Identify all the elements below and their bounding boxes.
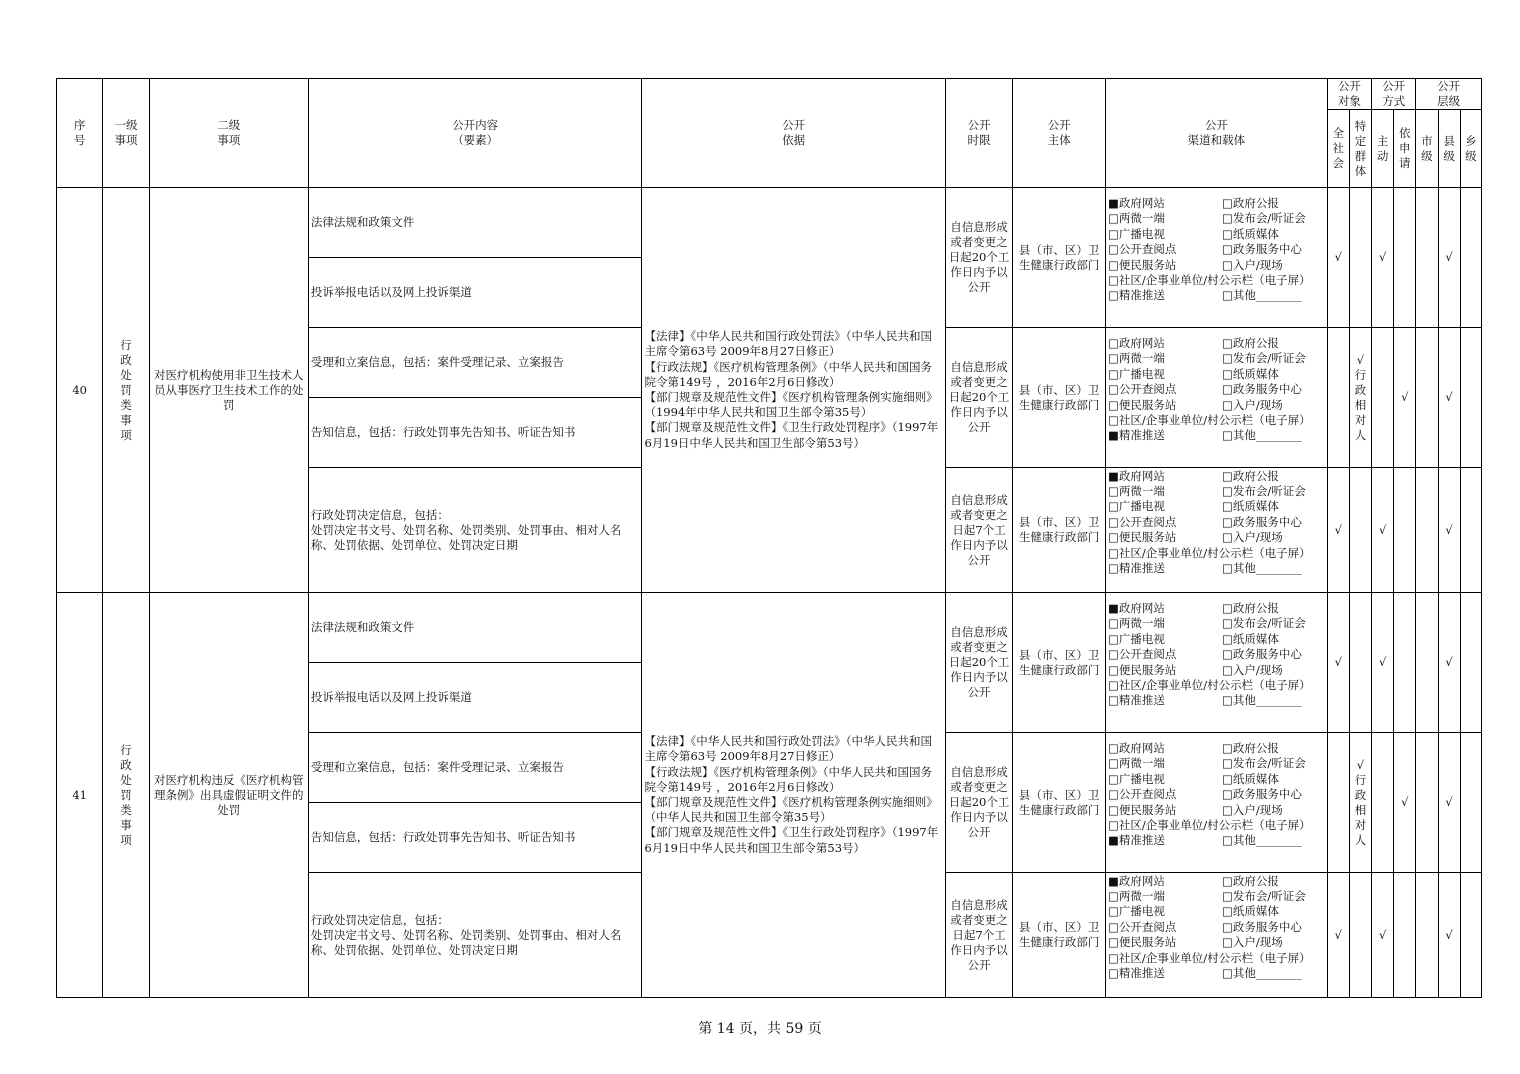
check-all <box>1327 593 1349 733</box>
channel-line <box>1108 561 1325 576</box>
disclosure-subject: 县（市、区）卫生健康行政部门 <box>1013 328 1106 468</box>
channel-line <box>1108 546 1325 561</box>
header-level-county: 县级 <box>1438 110 1460 188</box>
header-level2: 二级 事项 <box>149 79 308 188</box>
channel-option: □便民服务站 <box>1108 802 1177 817</box>
basis-item: 【行政法规】《医疗机构管理条例》（中华人民共和国国务院令第149号 ，2016年2月6日修改） <box>644 764 932 794</box>
channel-option: □社区/企事业单位/村公示栏（电子屏） <box>1108 818 1311 833</box>
check-town <box>1460 468 1481 593</box>
disclosure-channels <box>1106 328 1328 468</box>
check-all <box>1327 873 1349 998</box>
check-county <box>1438 328 1460 468</box>
check-city <box>1416 873 1438 998</box>
check-county <box>1438 188 1460 328</box>
check-mark: √ <box>1401 795 1409 809</box>
channel-option: □政府公报 <box>1222 601 1279 615</box>
check-mark: √行政相对人 <box>1354 757 1367 847</box>
disclosure-channels <box>1106 593 1328 733</box>
header-target-specific: 特定群体 <box>1349 110 1371 188</box>
channel-option: □政府公报 <box>1222 741 1279 755</box>
row-seq: 41 <box>57 593 103 998</box>
channel-option: □公开查阅点 <box>1108 787 1177 802</box>
channel-list <box>1108 601 1325 724</box>
check-mark: √行政相对人 <box>1354 352 1367 442</box>
disclosure-content: 告知信息，包括：行政处罚事先告知书、听证告知书 <box>308 398 642 468</box>
check-mark: √ <box>1334 522 1342 537</box>
basis-item: 【部门规章及规范性文件】《医疗机构管理条例实施细则》（1994年中华人民共和国卫生部令第35号） <box>644 390 938 420</box>
check-specific <box>1349 328 1371 468</box>
channel-option: □政务服务中心 <box>1222 647 1302 662</box>
check-county <box>1438 468 1460 593</box>
channel-line <box>1108 499 1325 514</box>
disclosure-content <box>308 873 642 998</box>
channel-option: ■政府网站 <box>1108 468 1165 483</box>
check-apply <box>1394 733 1416 873</box>
check-city <box>1416 593 1438 733</box>
channel-option: □两微一端 <box>1108 756 1165 771</box>
content-line: 处罚决定书文号、处罚名称、处罚类别、处罚事由、相对人名称、处罚依据、处罚单位、处罚决定日期 <box>310 927 622 957</box>
channel-option: □政务服务中心 <box>1222 382 1302 397</box>
header-level-town: 乡级 <box>1460 110 1481 188</box>
channel-list <box>1108 741 1325 864</box>
channel-option: □两微一端 <box>1108 888 1165 903</box>
channel-line <box>1108 469 1325 484</box>
channel-line <box>1108 741 1325 756</box>
channel-option: □精准推送 <box>1108 288 1165 303</box>
channel-line <box>1108 336 1325 351</box>
channel-option: □公开查阅点 <box>1108 647 1177 662</box>
check-city <box>1416 733 1438 873</box>
channel-option: □纸质媒体 <box>1222 904 1279 919</box>
channel-line <box>1108 227 1325 242</box>
disclosure-content <box>308 468 642 593</box>
channel-list <box>1108 469 1325 592</box>
check-apply <box>1394 328 1416 468</box>
check-mark: √ <box>1378 927 1387 942</box>
check-apply <box>1394 593 1416 733</box>
channel-line <box>1108 966 1325 981</box>
check-active <box>1372 468 1394 593</box>
disclosure-content: 法律法规和政策文件 <box>308 188 642 258</box>
channel-line <box>1108 803 1325 818</box>
channel-option: □精准推送 <box>1108 965 1165 980</box>
content-line: 行政处罚决定信息，包括： <box>310 912 449 927</box>
channel-option: □入户/现场 <box>1222 662 1283 677</box>
channel-option: □政务服务中心 <box>1222 919 1302 934</box>
channel-option: □政府公报 <box>1222 468 1279 483</box>
channel-line <box>1108 398 1325 413</box>
check-specific <box>1349 873 1371 998</box>
channel-line <box>1108 678 1325 693</box>
channel-option: □便民服务站 <box>1108 530 1177 545</box>
check-mark: √ <box>1445 250 1453 264</box>
check-active <box>1372 593 1394 733</box>
check-city <box>1416 328 1438 468</box>
disclosure-time: 自信息形成或者变更之日起20个工作日内予以公开 <box>945 733 1013 873</box>
table-row <box>57 593 1482 663</box>
channel-option: □发布会/听证会 <box>1222 351 1306 366</box>
disclosure-content: 受理和立案信息，包括：案件受理记录、立案报告 <box>308 328 642 398</box>
check-active <box>1372 328 1394 468</box>
check-town <box>1460 873 1481 998</box>
disclosure-time: 自信息形成或者变更之日起20个工作日内予以公开 <box>945 328 1013 468</box>
check-mark: √ <box>1445 655 1453 669</box>
channel-line <box>1108 616 1325 631</box>
channel-option: □发布会/听证会 <box>1222 888 1306 903</box>
channel-line <box>1108 920 1325 935</box>
header-subject: 公开 主体 <box>1013 79 1106 188</box>
channel-option: □公开查阅点 <box>1108 919 1177 934</box>
disclosure-basis <box>642 188 945 593</box>
check-all <box>1327 328 1349 468</box>
check-apply <box>1394 188 1416 328</box>
header-content: 公开内容 （要素） <box>308 79 642 188</box>
channel-option: □社区/企事业单位/村公示栏（电子屏） <box>1108 678 1311 693</box>
disclosure-subject: 县（市、区）卫生健康行政部门 <box>1013 873 1106 998</box>
channel-line <box>1108 413 1325 428</box>
header-target: 公开 对象 <box>1327 79 1371 110</box>
channel-line <box>1108 756 1325 771</box>
disclosure-subject: 县（市、区）卫生健康行政部门 <box>1013 733 1106 873</box>
disclosure-channels <box>1106 468 1328 593</box>
channel-option: □发布会/听证会 <box>1222 616 1306 631</box>
channel-option: ■政府网站 <box>1108 873 1165 888</box>
channel-line <box>1108 530 1325 545</box>
disclosure-channels <box>1106 873 1328 998</box>
channel-option: □广播电视 <box>1108 366 1165 381</box>
check-county <box>1438 593 1460 733</box>
channel-line <box>1108 818 1325 833</box>
check-active <box>1372 873 1394 998</box>
disclosure-content: 投诉举报电话以及网上投诉渠道 <box>308 663 642 733</box>
check-city <box>1416 468 1438 593</box>
page-footer: 第 14 页，共 59 页 <box>698 1021 822 1037</box>
channel-option: □两微一端 <box>1108 351 1165 366</box>
channel-option: □发布会/听证会 <box>1222 211 1306 226</box>
channel-option: ■精准推送 <box>1108 428 1165 443</box>
check-mark: √ <box>1378 250 1387 264</box>
channel-line <box>1108 367 1325 382</box>
channel-option: □其他________ <box>1222 833 1302 848</box>
channel-line <box>1108 874 1325 889</box>
disclosure-channels <box>1106 188 1328 328</box>
channel-line <box>1108 889 1325 904</box>
disclosure-time: 自信息形成或者变更之日起20个工作日内予以公开 <box>945 593 1013 733</box>
check-town <box>1460 733 1481 873</box>
disclosure-content: 受理和立案信息，包括：案件受理记录、立案报告 <box>308 733 642 803</box>
channel-line <box>1108 273 1325 288</box>
channel-line <box>1108 258 1325 273</box>
check-mark: √ <box>1445 795 1453 809</box>
check-all <box>1327 733 1349 873</box>
header-basis: 公开 依据 <box>642 79 945 188</box>
channel-option: □公开查阅点 <box>1108 514 1177 529</box>
check-mark: √ <box>1334 927 1342 942</box>
check-specific <box>1349 593 1371 733</box>
channel-line <box>1108 772 1325 787</box>
check-specific <box>1349 188 1371 328</box>
channel-option: □两微一端 <box>1108 616 1165 631</box>
channel-option: ■精准推送 <box>1108 833 1165 848</box>
check-specific <box>1349 733 1371 873</box>
channel-line <box>1108 211 1325 226</box>
check-town <box>1460 593 1481 733</box>
check-all <box>1327 468 1349 593</box>
channel-option: □发布会/听证会 <box>1222 483 1306 498</box>
channel-option: □便民服务站 <box>1108 257 1177 272</box>
disclosure-subject: 县（市、区）卫生健康行政部门 <box>1013 468 1106 593</box>
channel-option: □政府公报 <box>1222 336 1279 350</box>
channel-option: □纸质媒体 <box>1222 499 1279 514</box>
channel-line <box>1108 601 1325 616</box>
disclosure-time: 自信息形成或者变更之日起20个工作日内予以公开 <box>945 188 1013 328</box>
header-target-all: 全社会 <box>1327 110 1349 188</box>
header-channel: 公开 渠道和载体 <box>1106 79 1328 188</box>
basis-item: 【法律】《中华人民共和国行政处罚法》（中华人民共和国主席令第63号 2009年8月27日修正） <box>644 734 932 764</box>
content-line: 行政处罚决定信息，包括： <box>310 507 449 522</box>
check-mark: √ <box>1334 250 1342 264</box>
channel-option: □公开查阅点 <box>1108 382 1177 397</box>
channel-option: □政务服务中心 <box>1222 787 1302 802</box>
disclosure-subject: 县（市、区）卫生健康行政部门 <box>1013 188 1106 328</box>
channel-option: □入户/现场 <box>1222 530 1283 545</box>
basis-item: 【部门规章及规范性文件】《卫生行政处罚程序》（1997年6月19日中华人民共和国卫生部令第53号） <box>644 420 939 450</box>
channel-option: □纸质媒体 <box>1222 366 1279 381</box>
channel-option: □广播电视 <box>1108 631 1165 646</box>
check-specific <box>1349 468 1371 593</box>
channel-list <box>1108 336 1325 459</box>
channel-option: □入户/现场 <box>1222 397 1283 412</box>
channel-option: □公开查阅点 <box>1108 242 1177 257</box>
channel-option: □发布会/听证会 <box>1222 756 1306 771</box>
check-active <box>1372 733 1394 873</box>
header-level: 公开 层级 <box>1416 79 1482 110</box>
channel-option: □纸质媒体 <box>1222 226 1279 241</box>
channel-option: □精准推送 <box>1108 693 1165 708</box>
channel-option: ■政府网站 <box>1108 601 1165 615</box>
basis-item: 【部门规章及规范性文件】《卫生行政处罚程序》（1997年6月19日中华人民共和国卫生部令第53号） <box>644 825 939 855</box>
channel-option: □广播电视 <box>1108 771 1165 786</box>
channel-option: □社区/企事业单位/村公示栏（电子屏） <box>1108 273 1311 288</box>
basis-item: 【法律】《中华人民共和国行政处罚法》（中华人民共和国主席令第63号 2009年8月27日修正） <box>644 329 932 359</box>
disclosure-time: 自信息形成或者变更之日起7个工作日内予以公开 <box>945 873 1013 998</box>
disclosure-table <box>56 78 1482 998</box>
level1-label: 行政处罚类事项 <box>120 742 132 847</box>
channel-list <box>1108 196 1325 319</box>
channel-option: □社区/企事业单位/村公示栏（电子屏） <box>1108 545 1311 560</box>
disclosure-subject: 县（市、区）卫生健康行政部门 <box>1013 593 1106 733</box>
channel-line <box>1108 935 1325 950</box>
channel-option: □其他________ <box>1222 428 1302 443</box>
channel-option: □政务服务中心 <box>1222 242 1302 257</box>
table-row <box>57 188 1482 258</box>
channel-line <box>1108 693 1325 708</box>
check-county <box>1438 733 1460 873</box>
channel-option: □广播电视 <box>1108 499 1165 514</box>
basis-item: 【行政法规】《医疗机构管理条例》（中华人民共和国国务院令第149号 ，2016年2月6日修改） <box>644 359 932 389</box>
channel-option: □便民服务站 <box>1108 397 1177 412</box>
channel-option: □入户/现场 <box>1222 802 1283 817</box>
channel-line <box>1108 242 1325 257</box>
check-mark: √ <box>1401 390 1409 404</box>
header-level-city: 市级 <box>1416 110 1438 188</box>
channel-line <box>1108 351 1325 366</box>
basis-item: 【部门规章及规范性文件】《医疗机构管理条例实施细则》（中华人民共和国卫生部令第35号） <box>644 795 938 825</box>
check-apply <box>1394 873 1416 998</box>
channel-line <box>1108 632 1325 647</box>
channel-line <box>1108 428 1325 443</box>
disclosure-channels <box>1106 733 1328 873</box>
channel-line <box>1108 647 1325 662</box>
channel-option: □两微一端 <box>1108 211 1165 226</box>
header-method: 公开 方式 <box>1372 79 1416 110</box>
row-level1 <box>103 188 149 593</box>
channel-line <box>1108 787 1325 802</box>
channel-line <box>1108 382 1325 397</box>
channel-option: □纸质媒体 <box>1222 771 1279 786</box>
channel-option: □便民服务站 <box>1108 935 1177 950</box>
check-mark: √ <box>1445 390 1453 404</box>
header-level1: 一级 事项 <box>103 79 149 188</box>
channel-option: □政务服务中心 <box>1222 514 1302 529</box>
channel-option: □便民服务站 <box>1108 662 1177 677</box>
channel-line <box>1108 833 1325 848</box>
channel-option: □政府网站 <box>1108 741 1165 755</box>
check-mark: √ <box>1445 522 1453 537</box>
channel-line <box>1108 663 1325 678</box>
check-mark: √ <box>1378 655 1387 669</box>
channel-option: □社区/企事业单位/村公示栏（电子屏） <box>1108 413 1311 428</box>
disclosure-content: 投诉举报电话以及网上投诉渠道 <box>308 258 642 328</box>
check-mark: √ <box>1334 655 1342 669</box>
channel-option: □两微一端 <box>1108 483 1165 498</box>
row-level1 <box>103 593 149 998</box>
channel-option: ■政府网站 <box>1108 196 1165 210</box>
check-mark: √ <box>1445 927 1453 942</box>
header-method-active: 主动 <box>1372 110 1394 188</box>
header-seq: 序 号 <box>57 79 103 188</box>
row-level2: 对医疗机构违反《医疗机构管理条例》出具虚假证明文件的处罚 <box>149 593 308 998</box>
check-all <box>1327 188 1349 328</box>
check-active <box>1372 188 1394 328</box>
channel-line <box>1108 904 1325 919</box>
channel-option: □广播电视 <box>1108 904 1165 919</box>
channel-option: □入户/现场 <box>1222 257 1283 272</box>
disclosure-time: 自信息形成或者变更之日起7个工作日内予以公开 <box>945 468 1013 593</box>
channel-option: □其他________ <box>1222 288 1302 303</box>
check-town <box>1460 188 1481 328</box>
row-level2: 对医疗机构使用非卫生技术人员从事医疗卫生技术工作的处罚 <box>149 188 308 593</box>
header-row-1 <box>57 79 1482 110</box>
disclosure-basis <box>642 593 945 998</box>
row-seq: 40 <box>57 188 103 593</box>
check-apply <box>1394 468 1416 593</box>
channel-option: □广播电视 <box>1108 226 1165 241</box>
channel-line <box>1108 288 1325 303</box>
channel-option: □政府公报 <box>1222 196 1279 210</box>
content-line: 处罚决定书文号、处罚名称、处罚类别、处罚事由、相对人名称、处罚依据、处罚单位、处罚决定日期 <box>310 522 622 552</box>
check-county <box>1438 873 1460 998</box>
channel-option: □社区/企事业单位/村公示栏（电子屏） <box>1108 950 1311 965</box>
channel-list <box>1108 874 1325 997</box>
channel-line <box>1108 196 1325 211</box>
check-mark: √ <box>1378 522 1387 537</box>
channel-line <box>1108 951 1325 966</box>
disclosure-content: 法律法规和政策文件 <box>308 593 642 663</box>
disclosure-content: 告知信息，包括：行政处罚事先告知书、听证告知书 <box>308 803 642 873</box>
channel-line <box>1108 515 1325 530</box>
channel-option: □纸质媒体 <box>1222 631 1279 646</box>
channel-option: □精准推送 <box>1108 560 1165 575</box>
channel-option: □政府公报 <box>1222 873 1279 888</box>
level1-label: 行政处罚类事项 <box>120 337 132 442</box>
header-method-apply: 依申请 <box>1394 110 1416 188</box>
channel-option: □其他________ <box>1222 693 1302 708</box>
channel-option: □其他________ <box>1222 560 1302 575</box>
header-time: 公开 时限 <box>945 79 1013 188</box>
channel-option: □政府网站 <box>1108 336 1165 350</box>
check-town <box>1460 328 1481 468</box>
channel-line <box>1108 484 1325 499</box>
channel-option: □入户/现场 <box>1222 935 1283 950</box>
check-city <box>1416 188 1438 328</box>
channel-option: □其他________ <box>1222 965 1302 980</box>
